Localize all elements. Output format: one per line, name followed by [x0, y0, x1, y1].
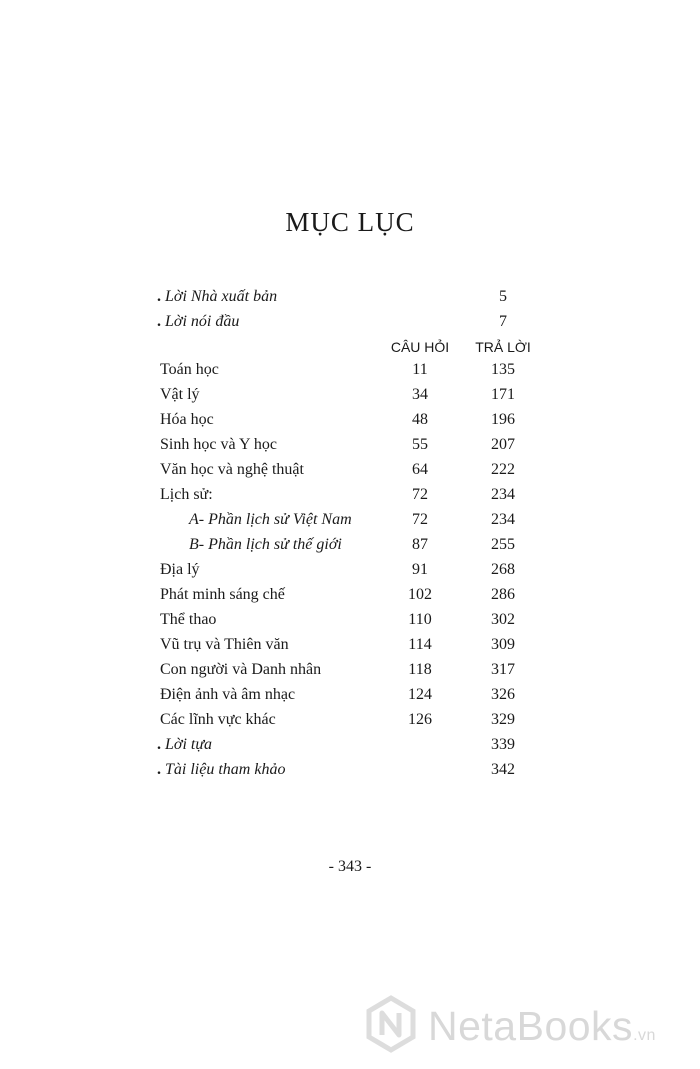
toc-row-subsection — [0, 508, 700, 532]
toc-entry-foreword: . Lời tựa 339 — [0, 733, 700, 757]
question-page: 72 — [412, 486, 428, 503]
question-page: 48 — [412, 411, 428, 428]
entry-page: 339 — [491, 736, 515, 753]
toc-row — [0, 558, 700, 582]
answer-page: 329 — [491, 711, 515, 728]
toc-entry-preface: . Lời nói đầu 7 — [0, 310, 700, 334]
column-headers — [0, 335, 700, 359]
toc-row — [0, 483, 700, 507]
entry-label: Văn học và nghệ thuật — [160, 461, 304, 478]
answer-page: 135 — [491, 361, 515, 378]
question-page: 87 — [412, 536, 428, 553]
question-page: 118 — [408, 661, 432, 678]
answer-page: 234 — [491, 486, 515, 503]
toc-row — [0, 358, 700, 382]
answer-page: 309 — [491, 636, 515, 653]
toc-row — [0, 433, 700, 457]
toc-row — [0, 608, 700, 632]
toc-row — [0, 458, 700, 482]
question-page: 55 — [412, 436, 428, 453]
question-page: 110 — [408, 611, 432, 628]
toc-row-subsection — [0, 533, 700, 557]
watermark-brand: NetaBooks — [428, 1003, 634, 1049]
page-title: MỤC LỤC — [285, 207, 415, 237]
toc-entry-references: . Tài liệu tham khảo 342 — [0, 758, 700, 782]
question-page: 91 — [412, 561, 428, 578]
answer-page: 302 — [491, 611, 515, 628]
answer-page: 207 — [491, 436, 515, 453]
entry-label: Vũ trụ và Thiên văn — [160, 636, 289, 653]
entry-label: Hóa học — [160, 411, 214, 428]
answer-page: 286 — [491, 586, 515, 603]
entry-label: Con người và Danh nhân — [160, 661, 322, 678]
entry-label: Tài liệu tham khảo — [165, 761, 286, 778]
answer-page: 326 — [491, 686, 515, 703]
entry-label: B- Phần lịch sử thế giới — [189, 536, 342, 553]
question-page: 126 — [408, 711, 432, 728]
entry-label: Lịch sử: — [160, 486, 213, 503]
toc-row — [0, 658, 700, 682]
answer-page: 268 — [491, 561, 515, 578]
entry-label: Lời tựa — [165, 736, 213, 753]
toc-row — [0, 708, 700, 732]
toc-entry-publisher-note: . Lời Nhà xuất bản 5 — [0, 285, 700, 309]
answer-page: 234 — [491, 511, 515, 528]
page-number: - 343 - — [328, 858, 372, 875]
question-page: 114 — [408, 636, 432, 653]
answer-page: 171 — [491, 386, 515, 403]
toc-row — [0, 383, 700, 407]
netabooks-logo-icon — [362, 995, 420, 1053]
question-page: 11 — [412, 361, 428, 378]
watermark-suffix: .vn — [633, 1027, 656, 1044]
toc-row — [0, 583, 700, 607]
answer-page: 222 — [491, 461, 515, 478]
entry-page: 342 — [491, 761, 515, 778]
question-page: 102 — [408, 586, 432, 603]
toc-row — [0, 683, 700, 707]
questions-column-header: CÂU HỎI — [390, 339, 450, 355]
entry-label: Địa lý — [160, 561, 200, 578]
entry-label: Toán học — [160, 361, 219, 378]
toc-row — [0, 408, 700, 432]
entry-label: A- Phần lịch sử Việt Nam — [189, 511, 352, 528]
entry-page: 5 — [499, 288, 507, 305]
question-page: 124 — [408, 686, 432, 703]
answer-page: 317 — [491, 661, 515, 678]
answer-page: 255 — [491, 536, 515, 553]
answer-page: 196 — [491, 411, 515, 428]
entry-label: Phát minh sáng chế — [160, 586, 285, 603]
entry-label: Các lĩnh vực khác — [160, 711, 276, 728]
question-page: 64 — [412, 461, 428, 478]
entry-label: Lời Nhà xuất bản — [165, 288, 278, 305]
entry-label: Thể thao — [160, 611, 217, 628]
entry-label: Điện ảnh và âm nhạc — [160, 686, 296, 703]
question-page: 72 — [412, 511, 428, 528]
answers-column-header: TRẢ LỜI — [475, 339, 531, 355]
entry-label: Vật lý — [160, 386, 200, 403]
toc-row — [0, 633, 700, 657]
watermark — [362, 993, 692, 1057]
entry-label: Lời nói đầu — [165, 313, 240, 330]
entry-page: 7 — [499, 313, 507, 330]
entry-label: Sinh học và Y học — [160, 436, 278, 453]
question-page: 34 — [412, 386, 428, 403]
